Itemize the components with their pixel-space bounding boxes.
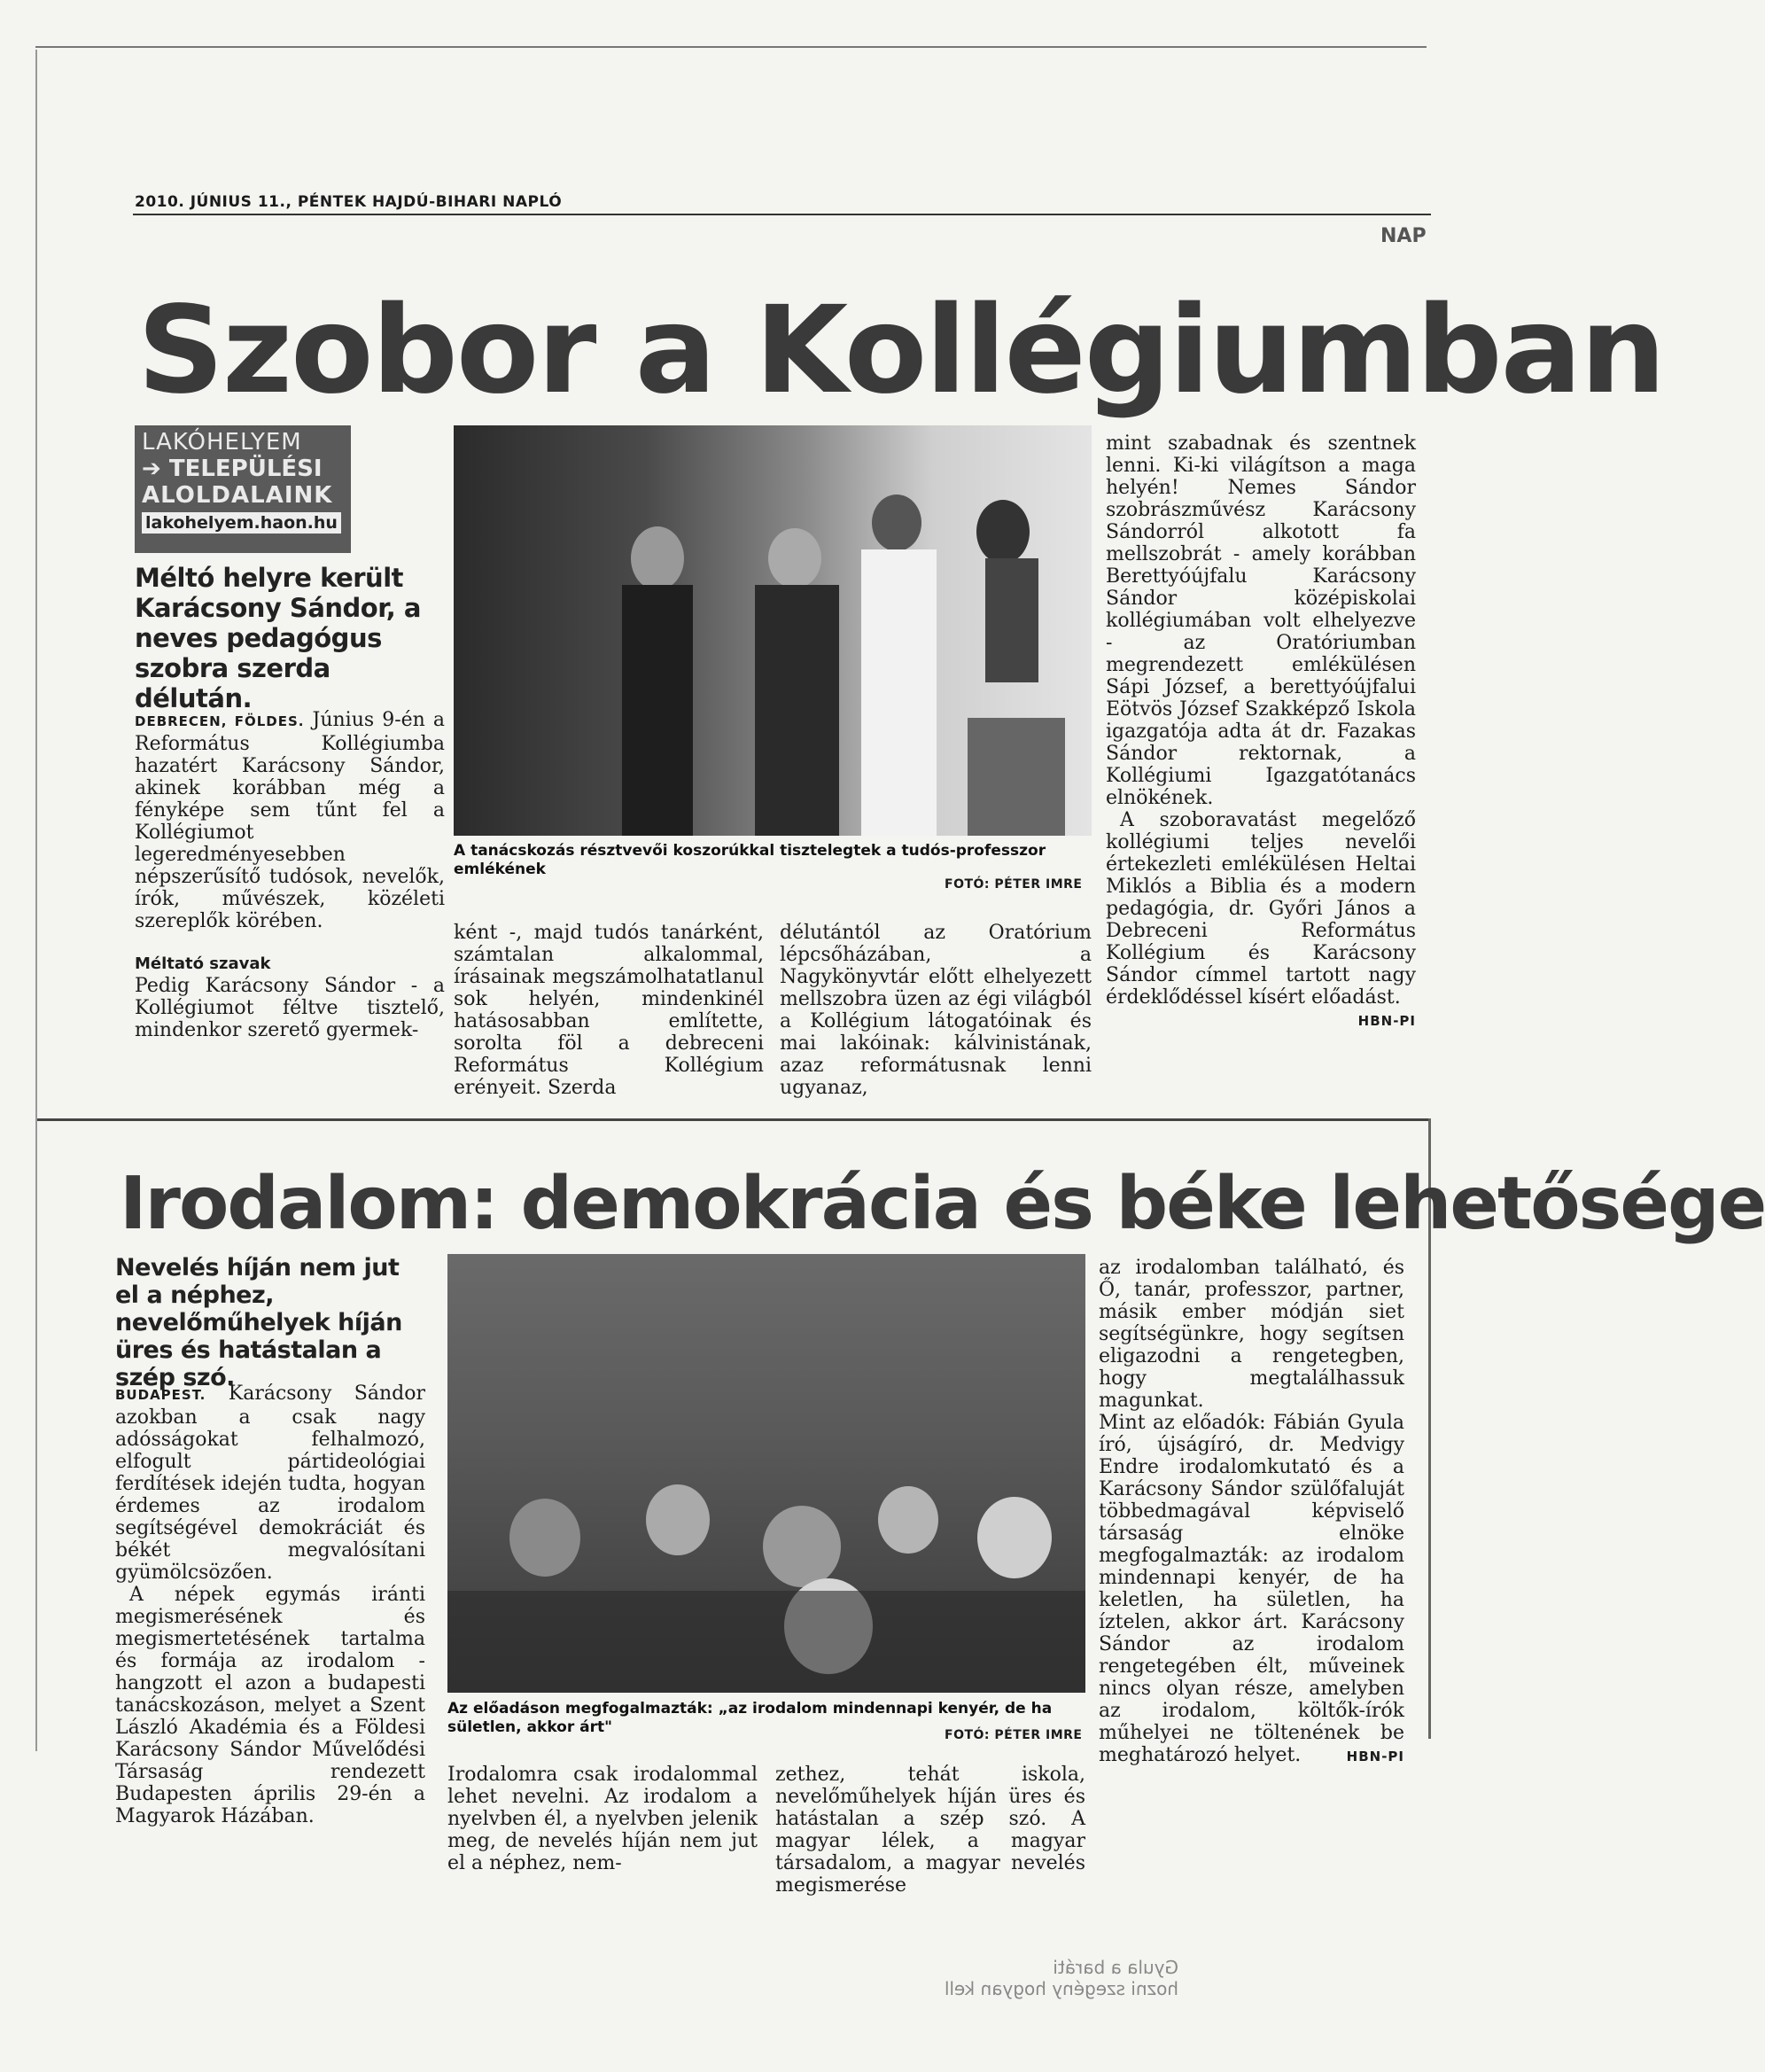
section-tag: NAP bbox=[1380, 225, 1427, 247]
promo-link[interactable]: lakohelyem.haon.hu bbox=[142, 512, 341, 534]
article1-photo-caption: A tanácskozás résztvevői koszorúkkal tisztelegtek a tudós-professzor emlékének bbox=[454, 842, 1046, 878]
article1-col4-text2: A szoboravatást megelőző kollégiumi teljes nevelői értekezleti emlékülésen Heltai Miklós a Biblia és a modern pedagógia, dr. Győri János a Debreceni Református Kollégium és Karácsony Sándor címmel tartott nagy érdeklődéssel kísért előadást. bbox=[1106, 809, 1416, 1009]
bleed-line2: hozni szegény hogyan kell bbox=[944, 1978, 1178, 1999]
article2-col4-text1: az irodalomban található, és Ő, tanár, professzor, partner, másik ember módján siet segítségünkre, hogy segítsen eligazodni a rengetegben, hogy megtalálhassuk magunkat. bbox=[1099, 1257, 1404, 1412]
article1-photo-credit: FOTÓ: PÉTER IMRE bbox=[945, 877, 1083, 892]
article2-dateline: BUDAPEST. bbox=[115, 1387, 206, 1403]
photo-people-figures bbox=[454, 425, 1092, 836]
article2-col1-text2: A népek egymás iránti megismerésének és megismertetésének tartalma és formája az irodalom - hangzott el azon a budapesti tanácskozáson, melyet a Szent László Akadémia és a Földesi Karácsony Sándor Művelődési Társaság rendezett Budapesten április 29-én a Magyarok Házában. bbox=[115, 1584, 425, 1827]
article1-column3: délutántól az Oratórium lépcsőházában, a Nagykönyvtár előtt elhelyezett mellszobra üzen az égi világból a Kollégium látogatóinak és mai lakóinak: kálvinistának, azaz reformátusnak lenni ugyanaz, bbox=[780, 922, 1092, 1099]
arrow-right-icon: ➔ bbox=[142, 456, 161, 482]
header-rule bbox=[133, 214, 1431, 215]
promo-box bbox=[135, 425, 351, 553]
article2-photo-caption: Az előadáson megfogalmazták: „az irodalom mindennapi kenyér, de ha sületlen, akkor árt" bbox=[447, 1700, 1053, 1736]
left-edge-rule bbox=[35, 50, 37, 1751]
article1-dateline: DEBRECEN, FÖLDES. bbox=[135, 713, 305, 729]
article2-column3: zethez, tehát iskola, nevelőműhelyek híján üres és hatástalan a szép szó. A magyar lélek, a magyar társadalom, a magyar nevelés megismerése bbox=[775, 1764, 1085, 1897]
article-divider bbox=[37, 1118, 1428, 1121]
article1-headline: Szobor a Kollégiumban bbox=[137, 281, 1665, 421]
article2-col1-text1: Karácsony Sándor azokban a csak nagy adósságokat felhalmozó, elfogult pártideológiai ferdítések idején tudta, hogyan érdemes az irodalom segítségével demokráciát és békét megvalósítani gyümölcsözően. bbox=[115, 1383, 425, 1584]
article1-col4-text1: mint szabadnak és szentnek lenni. Ki-ki világítson a maga helyén! Nemes Sándor szobrászművész Karácsony Sándorról alkotott fa mellszobrát - amely korábban Berettyóújfalu Karácsony Sándor középiskolai kollégiumában volt elhelyezve - az Oratóriumban megrendezett emlékülésen Sápi József, a berettyóújfalui Eötvös József Szakképző Iskola igazgatója adta át dr. Fazakas Sándor rektornak, a Kollégiumi Igazgatótanács elnökének. bbox=[1106, 432, 1416, 809]
article2-signature: HBN-PI bbox=[1346, 1749, 1404, 1764]
promo-line3: ALOLDALAINK bbox=[142, 482, 333, 509]
article2-headline: Irodalom: demokrácia és béke lehetősége bbox=[120, 1162, 1765, 1246]
promo-line1: LAKÓHELYEM bbox=[142, 429, 302, 456]
article2-column2: Irodalomra csak irodalommal lehet nevelni. Az irodalom a nyelvben él, a nyelvben jelenik meg, de nevelés híján nem jut el a néphez, nem- bbox=[447, 1764, 758, 1874]
header-publication: HAJDÚ-BIHARI NAPLÓ bbox=[371, 193, 563, 211]
article2-column1 bbox=[115, 1383, 425, 1827]
article1-col1-text2: Pedig Karácsony Sándor - a Kollégiumot féltve tisztelő, mindenkor szerető gyermek- bbox=[135, 975, 445, 1041]
bleed-line1: Gyula a baráti bbox=[1053, 1957, 1178, 1978]
promo-line2: ➔ TELEPÜLÉSI bbox=[142, 456, 323, 482]
header-date: 2010. JÚNIUS 11., PÉNTEK bbox=[135, 193, 367, 211]
article1-column4 bbox=[1106, 432, 1416, 1032]
bleed-through-text bbox=[806, 1957, 1178, 2037]
article2-column4 bbox=[1099, 1257, 1404, 1768]
top-edge-rule bbox=[35, 46, 1427, 48]
article1-col1-text: Június 9-én a Református Kollégiumba hazatért Karácsony Sándor, akinek korábban még a fényképe sem tűnt fel a Kollégiumot legeredményesebben népszerűsítő tudósok, nevelők, írók, művészek, közéleti szereplők körében. bbox=[135, 709, 445, 932]
article1-column2: ként -, majd tudós tanárként, számtalan alkalommal, írásainak megszámolhatatlanul sok helyén, mindenkinél hatásosabban említette, sorolta föl a debreceni Református Kollégium erényeit. Szerda bbox=[454, 922, 764, 1099]
article2-photo-credit: FOTÓ: PÉTER IMRE bbox=[945, 1728, 1083, 1742]
article1-photo bbox=[454, 425, 1092, 836]
article1-lead: Méltó helyre került Karácsony Sándor, a neves pedagógus szobra szerda délután. bbox=[135, 563, 421, 713]
article2-photo bbox=[447, 1254, 1085, 1693]
article1-subhead: Méltató szavak bbox=[135, 954, 271, 973]
article1-signature: HBN-PI bbox=[1357, 1013, 1416, 1029]
article1-column1 bbox=[135, 709, 445, 1041]
photo-audience-figures bbox=[447, 1254, 1085, 1693]
article2-col4-text2: Mint az előadók: Fábián Gyula író, újságíró, dr. Medvigy Endre irodalomkutató és a Karácsony Sándor szülőfaluját többedmagával képviselő társaság elnöke megfogalmazták: az irodalom mindennapi kenyér, de ha keletlen, ha sületlen, ha íztelen, akkor árt. Karácsony Sándor az irodalom rengetegében élt, műveinek nincs olyan része, amelyben az irodalom, költők-írók műhelyei ne töltenének be meghatározó helyet. bbox=[1099, 1412, 1404, 1766]
article2-lead: Nevelés híján nem jut el a néphez, nevelőműhelyek híján üres és hatástalan a szép szó. bbox=[115, 1254, 402, 1391]
page-header bbox=[135, 193, 562, 211]
